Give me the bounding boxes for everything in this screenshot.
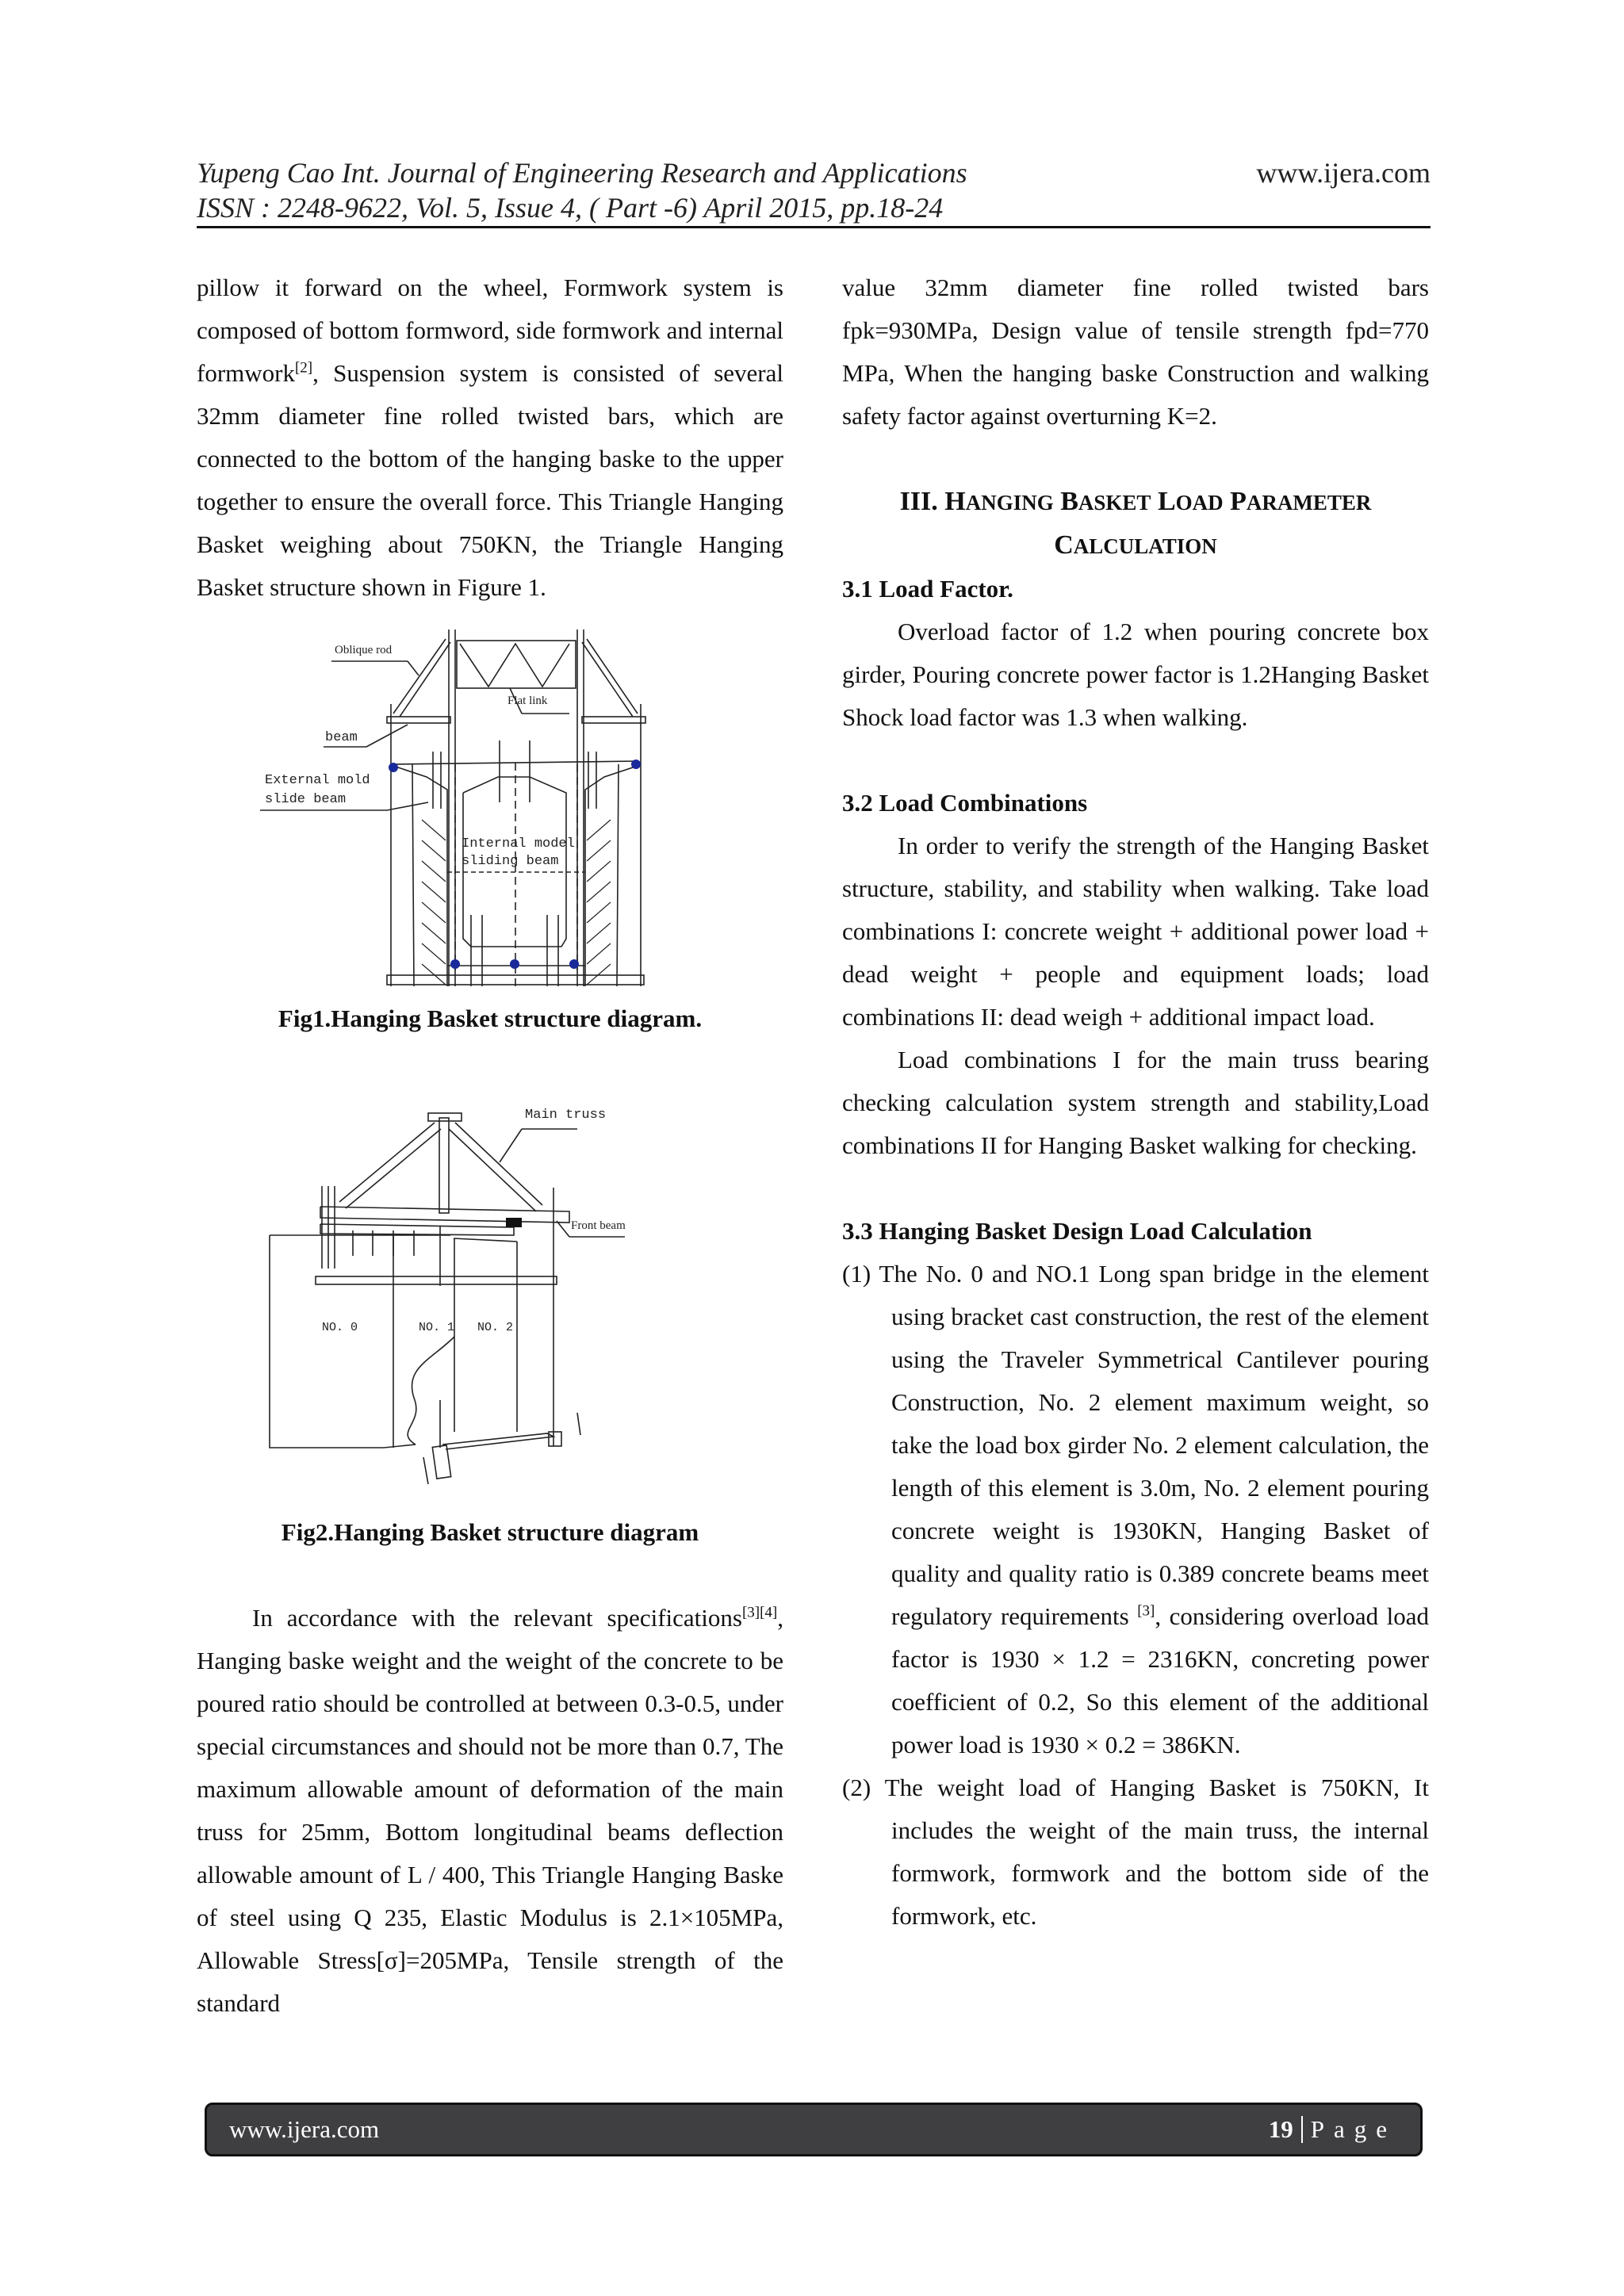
journal-title: Yupeng Cao Int. Journal of Engineering Research and Applications — [197, 157, 967, 189]
section-heading: III. HANGING BASKET LOAD PARAMETER CALCULATION — [899, 487, 1372, 560]
footer-url: www.ijera.com — [229, 2115, 380, 2143]
label-flat-link: Flat link — [508, 695, 548, 707]
figure-1 — [252, 622, 728, 994]
subsection-3-1-text: Overload factor of 1.2 when pouring concrete box girder, Pouring concrete power factor is 1.2Hanging Basket Shock load factor was 1.3 when walking. — [842, 618, 1429, 731]
subsection-3-2-text-1: In order to verify the strength of the Hanging Basket structure, stability, and stability when walking. Take load combinations I: concrete weight + additional power load + dead weight + people and equipment loads; load combinations II: dead weigh + additional impact load. — [842, 832, 1429, 1031]
page-indicator — [1269, 2115, 1396, 2144]
hanging-basket-side-diagram — [252, 1083, 728, 1511]
label-front-beam: Front beam — [571, 1219, 626, 1232]
subsection-3-2-text-2: Load combinations I for the main truss bearing checking calculation system strength and stability,Load combinations II for Hanging Basket walking for checking. — [842, 1046, 1429, 1159]
subsection-3-3-title: 3.3 Hanging Basket Design Load Calculation — [842, 1217, 1312, 1245]
right-column — [842, 266, 1429, 1938]
list-item-1: (1) The No. 0 and NO.1 Long span bridge in the element using bracket cast construction, the rest of the element using the Traveler Symmetrical Cantilever pouring Construction, No. 2 element maximum weight, so take the load box girder No. 2 element calculation, the length of this element is 3.0m, No. 2 element pouring concrete weight is 1930KN, Hanging Basket of quality and quality ratio is 0.389 concrete beams meet regulatory requirements [3], considering overload load factor is 1930 × 1.2 = 2316KN, concreting power coefficient of 0.2, So this element of the additional power load is 1930 × 0.2 = 386KN. — [842, 1260, 1429, 1758]
label-no0: NO. 0 — [322, 1321, 358, 1334]
subsection-3-1-title: 3.1 Load Factor. — [842, 575, 1013, 603]
figure-2 — [252, 1083, 728, 1511]
page-word: Page — [1310, 2115, 1396, 2143]
spacer — [842, 1167, 1429, 1210]
running-header — [197, 155, 1431, 225]
issn-line: ISSN : 2248-9622, Vol. 5, Issue 4, ( Part -6) April 2015, pp.18-24 — [197, 192, 944, 224]
spacer — [842, 739, 1429, 782]
header-rule — [197, 226, 1431, 228]
label-external-mold-2: slide beam — [265, 792, 347, 807]
label-no1: NO. 1 — [419, 1321, 455, 1334]
header-url: www.ijera.com — [1256, 157, 1431, 189]
figure-2-caption: Fig2.Hanging Basket structure diagram — [281, 1518, 699, 1546]
citation: [2] — [294, 359, 313, 377]
subsection-3-2-title: 3.2 Load Combinations — [842, 789, 1088, 817]
page-separator — [1301, 2116, 1303, 2143]
hanging-basket-front-diagram — [252, 622, 728, 994]
paragraph-specifications: In accordance with the relevant specifications[3][4], Hanging baske weight and the weight of the concrete to be poured ratio should be controlled at between 0.3-0.5, under special circumstances and should not be more than 0.7, The maximum allowable amount of deformation of the main truss for 25mm, Bottom longitudinal beams deflection allowable amount of L / 400, This Triangle Hanging Baske of steel using Q 235, Elastic Modulus is 2.1×105MPa, Allowable Stress[σ]=205MPa, Tensile strength of the standard — [197, 1604, 783, 2017]
spacer — [197, 1554, 783, 1597]
citation: [3] — [1137, 1602, 1155, 1620]
list-item-2: (2) The weight load of Hanging Basket is 750KN, It includes the weight of the main truss, the internal formwork, formwork and the bottom side of the formwork, etc. — [842, 1774, 1429, 1930]
citation: [3][4] — [741, 1604, 778, 1621]
figure-1-caption: Fig1.Hanging Basket structure diagram. — [278, 1004, 703, 1032]
label-internal-model-2: sliding beam — [462, 854, 559, 869]
label-main-truss: Main truss — [525, 1108, 607, 1123]
label-beam: beam — [325, 730, 358, 745]
paragraph-bars: value 32mm diameter fine rolled twisted bars fpk=930MPa, Design value of tensile strength fpd=770 MPa, When the hanging baske Construction and walking safety factor against overturning K=2. — [842, 274, 1429, 430]
label-external-mold-1: External mold — [265, 773, 370, 788]
footer-bar — [205, 2103, 1423, 2156]
label-oblique-rod: Oblique rod — [335, 644, 393, 656]
spacer — [842, 438, 1429, 480]
label-internal-model-1: Internal model — [462, 836, 575, 851]
page-number: 19 — [1268, 2115, 1293, 2143]
paragraph-intro: pillow it forward on the wheel, Formwork system is composed of bottom formword, side formwork and internal formwork[2], Suspension system is consisted of several 32mm diameter fine rolled twisted bars, which are connected to the bottom of the hanging baske to the upper together to ensure the overall force. This Triangle Hanging Basket weighing about 750KN, the Triangle Hanging Basket structure shown in Figure 1. — [197, 274, 783, 601]
left-column — [197, 266, 783, 2025]
label-no2: NO. 2 — [477, 1321, 514, 1334]
